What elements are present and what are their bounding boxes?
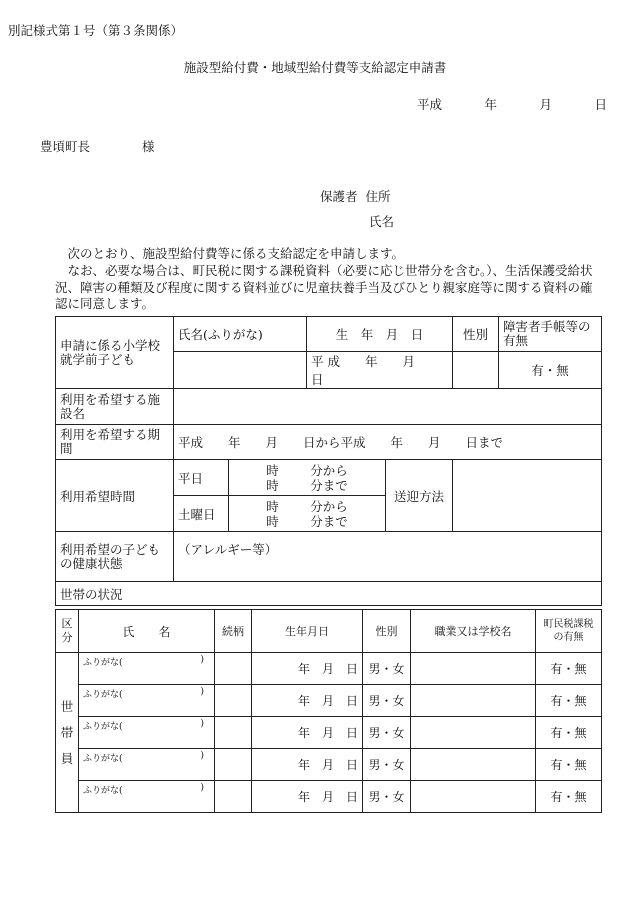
member-tax-field[interactable]: 有・無 — [536, 781, 602, 813]
section-header: 区分 — [56, 610, 79, 653]
saturday-time-field[interactable] — [229, 496, 386, 532]
form-number-label: 別記様式第１号（第３条関係） — [8, 23, 184, 38]
saturday-label: 土曜日 — [174, 496, 229, 532]
member-job-field[interactable] — [411, 685, 536, 717]
member-sex-field[interactable]: 男・女 — [363, 653, 411, 685]
furigana-close: ) — [200, 783, 204, 793]
from-label: 分から — [310, 498, 348, 514]
disability-header: 障害者手帳等の有無 — [499, 317, 602, 352]
health-field[interactable]: （アレルギー等） — [174, 532, 602, 582]
hour-label: 時 — [266, 477, 279, 493]
furigana-close: ) — [200, 719, 204, 729]
facility-label: 利用を希望する施設名 — [56, 389, 174, 425]
child-birth-field[interactable]: 平 成 年 月 日 — [307, 352, 453, 389]
member-job-field[interactable] — [411, 653, 536, 685]
member-job-field[interactable] — [411, 717, 536, 749]
member-label-char: 世 — [60, 698, 74, 714]
date-month: 月 — [539, 97, 552, 112]
member-birth-field[interactable]: 年 月 日 — [252, 749, 363, 781]
furigana-label: ふりがな( — [83, 754, 123, 764]
date-year: 年 — [484, 97, 497, 112]
guardian-address-label: 住所 — [365, 189, 391, 204]
furigana-label: ふりがな( — [83, 658, 123, 668]
child-sex-header: 性別 — [453, 317, 499, 352]
member-relation-field[interactable] — [215, 653, 252, 685]
household-member-label — [56, 653, 79, 813]
health-label: 利用希望の子どもの健康状態 — [56, 532, 174, 582]
document-title: 施設型給付費・地域型給付費等支給認定申請書 — [183, 60, 447, 75]
child-label: 申請に係る小学校就学前子ども — [56, 317, 174, 389]
hours-label: 利用希望時間 — [56, 460, 174, 532]
sex-header: 性別 — [363, 610, 411, 653]
weekday-time-field[interactable] — [229, 460, 386, 496]
guardian-address-line — [320, 187, 390, 205]
child-name-header: 氏名(ふりがな) — [174, 317, 307, 352]
member-birth-field[interactable]: 年 月 日 — [252, 685, 363, 717]
member-relation-field[interactable] — [215, 717, 252, 749]
member-sex-field[interactable]: 男・女 — [363, 749, 411, 781]
transport-label: 送迎方法 — [386, 460, 453, 532]
member-name-field[interactable] — [79, 685, 215, 717]
member-job-field[interactable] — [411, 781, 536, 813]
member-name-field[interactable] — [79, 749, 215, 781]
consent-paragraph-1: 次のとおり、施設型給付費等に係る支給認定を申請します。 — [67, 246, 405, 261]
period-field[interactable]: 平成 年 月 日から平成 年 月 日まで — [174, 425, 602, 460]
member-sex-field[interactable]: 男・女 — [363, 685, 411, 717]
member-tax-field[interactable]: 有・無 — [536, 685, 602, 717]
child-birth-header: 生 年 月 日 — [307, 317, 453, 352]
furigana-close: ) — [200, 751, 204, 761]
member-tax-field[interactable]: 有・無 — [536, 653, 602, 685]
until-label: 分まで — [310, 513, 348, 529]
addressee-name: 豊頃町長 — [40, 139, 91, 154]
until-label: 分まで — [310, 477, 348, 493]
date-era: 平成 — [417, 97, 443, 112]
name-header: 氏 名 — [79, 610, 215, 653]
furigana-close: ) — [200, 687, 204, 697]
job-header: 職業又は学校名 — [411, 610, 536, 653]
application-table — [55, 316, 602, 606]
hour-label: 時 — [266, 462, 279, 478]
from-label: 分から — [310, 462, 348, 478]
member-relation-field[interactable] — [215, 685, 252, 717]
member-job-field[interactable] — [411, 749, 536, 781]
consent-text — [55, 246, 601, 313]
member-name-field[interactable] — [79, 653, 215, 685]
member-label-char: 帯 — [60, 724, 74, 740]
furigana-label: ふりがな( — [83, 690, 123, 700]
guardian-name-label: 氏名 — [369, 214, 395, 229]
member-label-char: 員 — [60, 750, 74, 766]
addressee — [40, 137, 155, 155]
member-relation-field[interactable] — [215, 781, 252, 813]
transport-field[interactable] — [453, 460, 602, 532]
member-sex-field[interactable]: 男・女 — [363, 717, 411, 749]
disability-field[interactable]: 有・無 — [499, 352, 602, 389]
relation-header: 続柄 — [215, 610, 252, 653]
hour-label: 時 — [266, 513, 279, 529]
weekday-label: 平日 — [174, 460, 229, 496]
furigana-label: ふりがな( — [83, 722, 123, 732]
member-name-field[interactable] — [79, 717, 215, 749]
member-birth-field[interactable]: 年 月 日 — [252, 717, 363, 749]
child-sex-field[interactable] — [453, 352, 499, 389]
furigana-close: ) — [200, 655, 204, 665]
member-tax-field[interactable]: 有・無 — [536, 717, 602, 749]
member-sex-field[interactable]: 男・女 — [363, 781, 411, 813]
application-date — [417, 95, 607, 113]
member-relation-field[interactable] — [215, 749, 252, 781]
child-name-field[interactable] — [174, 352, 307, 389]
addressee-honorific: 様 — [142, 139, 155, 154]
member-birth-field[interactable]: 年 月 日 — [252, 781, 363, 813]
member-birth-field[interactable]: 年 月 日 — [252, 653, 363, 685]
facility-field[interactable] — [174, 389, 602, 425]
period-label: 利用を希望する期間 — [56, 425, 174, 460]
household-title: 世帯の状況 — [56, 582, 602, 606]
birth-header: 生年月日 — [252, 610, 363, 653]
tax-header: 町民税課税の有無 — [536, 610, 602, 653]
household-table — [55, 609, 602, 813]
member-name-field[interactable] — [79, 781, 215, 813]
furigana-label: ふりがな( — [83, 786, 123, 796]
hour-label: 時 — [266, 498, 279, 514]
member-tax-field[interactable]: 有・無 — [536, 749, 602, 781]
date-day: 日 — [594, 97, 607, 112]
consent-paragraph-2: なお、必要な場合は、町民税に関する課税資料（必要に応じ世帯分を含む。）、生活保護受給状況、障害の種類及び程度に関する資料並びに児童扶養手当及びひとり親家庭等に関する資料の確認に同意します。 — [55, 262, 593, 312]
guardian-label: 保護者 — [320, 189, 358, 204]
